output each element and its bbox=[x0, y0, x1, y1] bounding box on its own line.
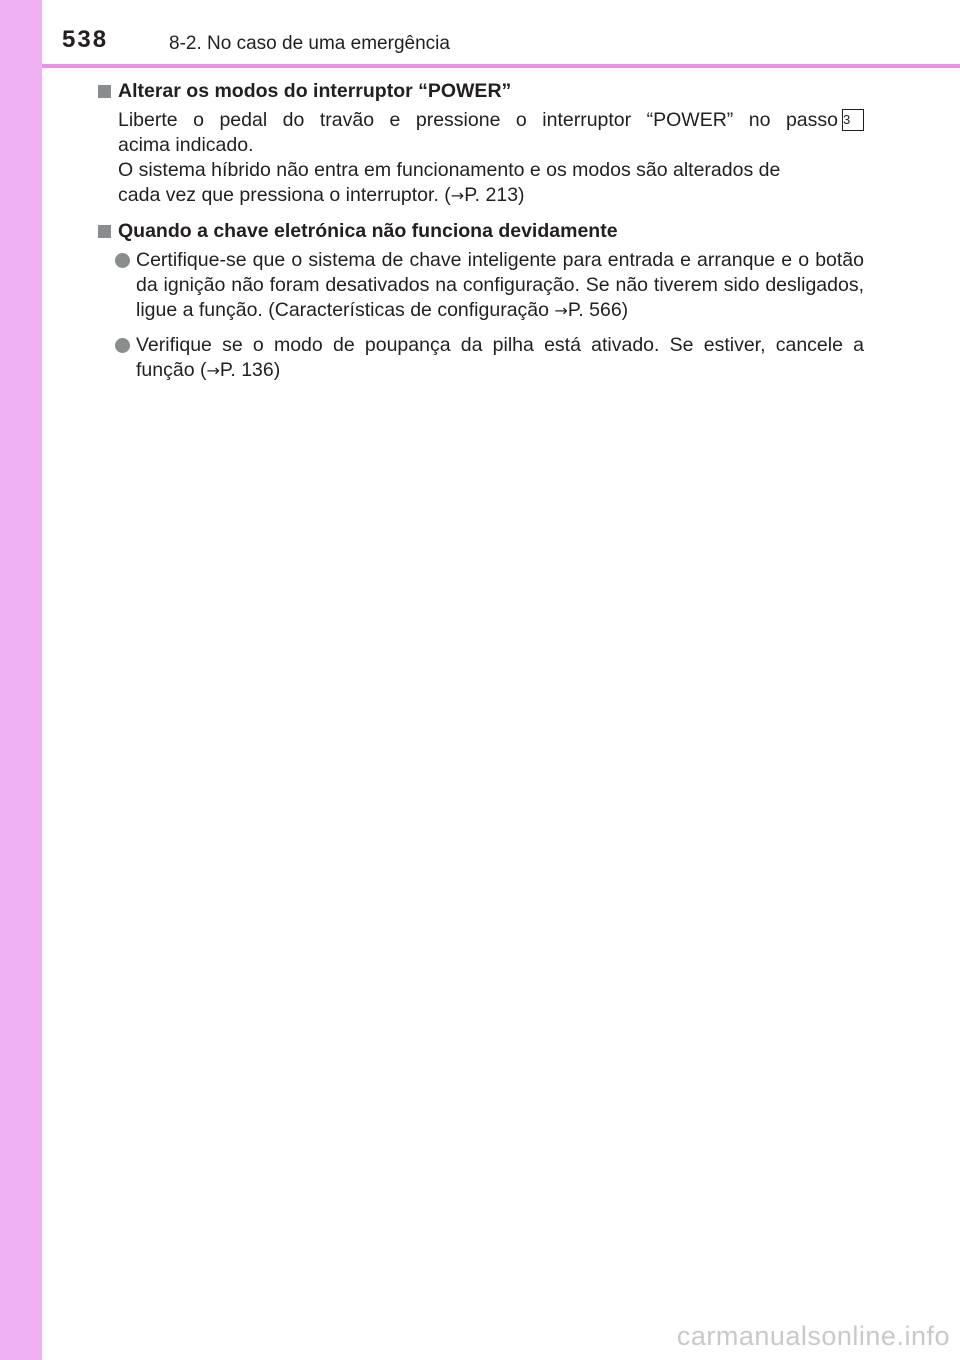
list-item-text: Verifique se o modo de poupança da pilha está ativado. Se estiver, cancele a função ( bbox=[136, 334, 864, 381]
section-title: 8-2. No caso de uma emergência bbox=[169, 33, 450, 54]
step-number-badge: 3 bbox=[842, 109, 864, 131]
section-heading bbox=[98, 218, 864, 244]
page-content bbox=[98, 78, 864, 383]
page-reference: P. 566) bbox=[567, 299, 629, 321]
paragraph-line bbox=[118, 183, 864, 208]
circle-bullet-icon bbox=[115, 338, 130, 353]
header-divider bbox=[42, 64, 960, 68]
paragraph bbox=[118, 108, 864, 208]
watermark: carmanualsonline.info bbox=[676, 1321, 950, 1351]
paragraph-line bbox=[118, 108, 864, 133]
paragraph-line: O sistema híbrido não entra em funcionamento e os modos são alterados de bbox=[118, 159, 781, 181]
paragraph-line: acima indicado. bbox=[118, 134, 254, 156]
list-item-text: Certifique-se que o sistema de chave inteligente para entrada e arranque e o botão da ignição não foram desativados na configuração. Se não tiverem sido desligados, ligue a função. (Características de configuração bbox=[136, 249, 864, 321]
heading-text: Quando a chave eletrónica não funciona devidamente bbox=[118, 220, 618, 242]
page-number: 538 bbox=[62, 26, 109, 53]
section-power-modes bbox=[98, 78, 864, 208]
circle-bullet-icon bbox=[115, 253, 130, 268]
page-header bbox=[42, 0, 960, 68]
heading-text: Alterar os modos do interruptor “POWER” bbox=[118, 80, 512, 102]
page-reference: P. 136) bbox=[219, 359, 281, 381]
page-reference: P. 213) bbox=[464, 184, 525, 206]
section-smart-key bbox=[98, 218, 864, 383]
list-item bbox=[136, 248, 864, 323]
list-item bbox=[136, 333, 864, 383]
square-bullet-icon bbox=[98, 85, 111, 98]
arrow-right-icon: → bbox=[450, 186, 465, 205]
paragraph-text: cada vez que pressiona o interruptor. ( bbox=[118, 184, 451, 206]
arrow-right-icon: → bbox=[206, 361, 220, 380]
square-bullet-icon bbox=[98, 225, 111, 238]
arrow-right-icon: → bbox=[554, 301, 568, 320]
side-color-band bbox=[0, 0, 42, 1360]
section-heading bbox=[98, 78, 864, 104]
paragraph-text: Liberte o pedal do travão e pressione o interruptor “POWER” no passo bbox=[118, 109, 838, 131]
